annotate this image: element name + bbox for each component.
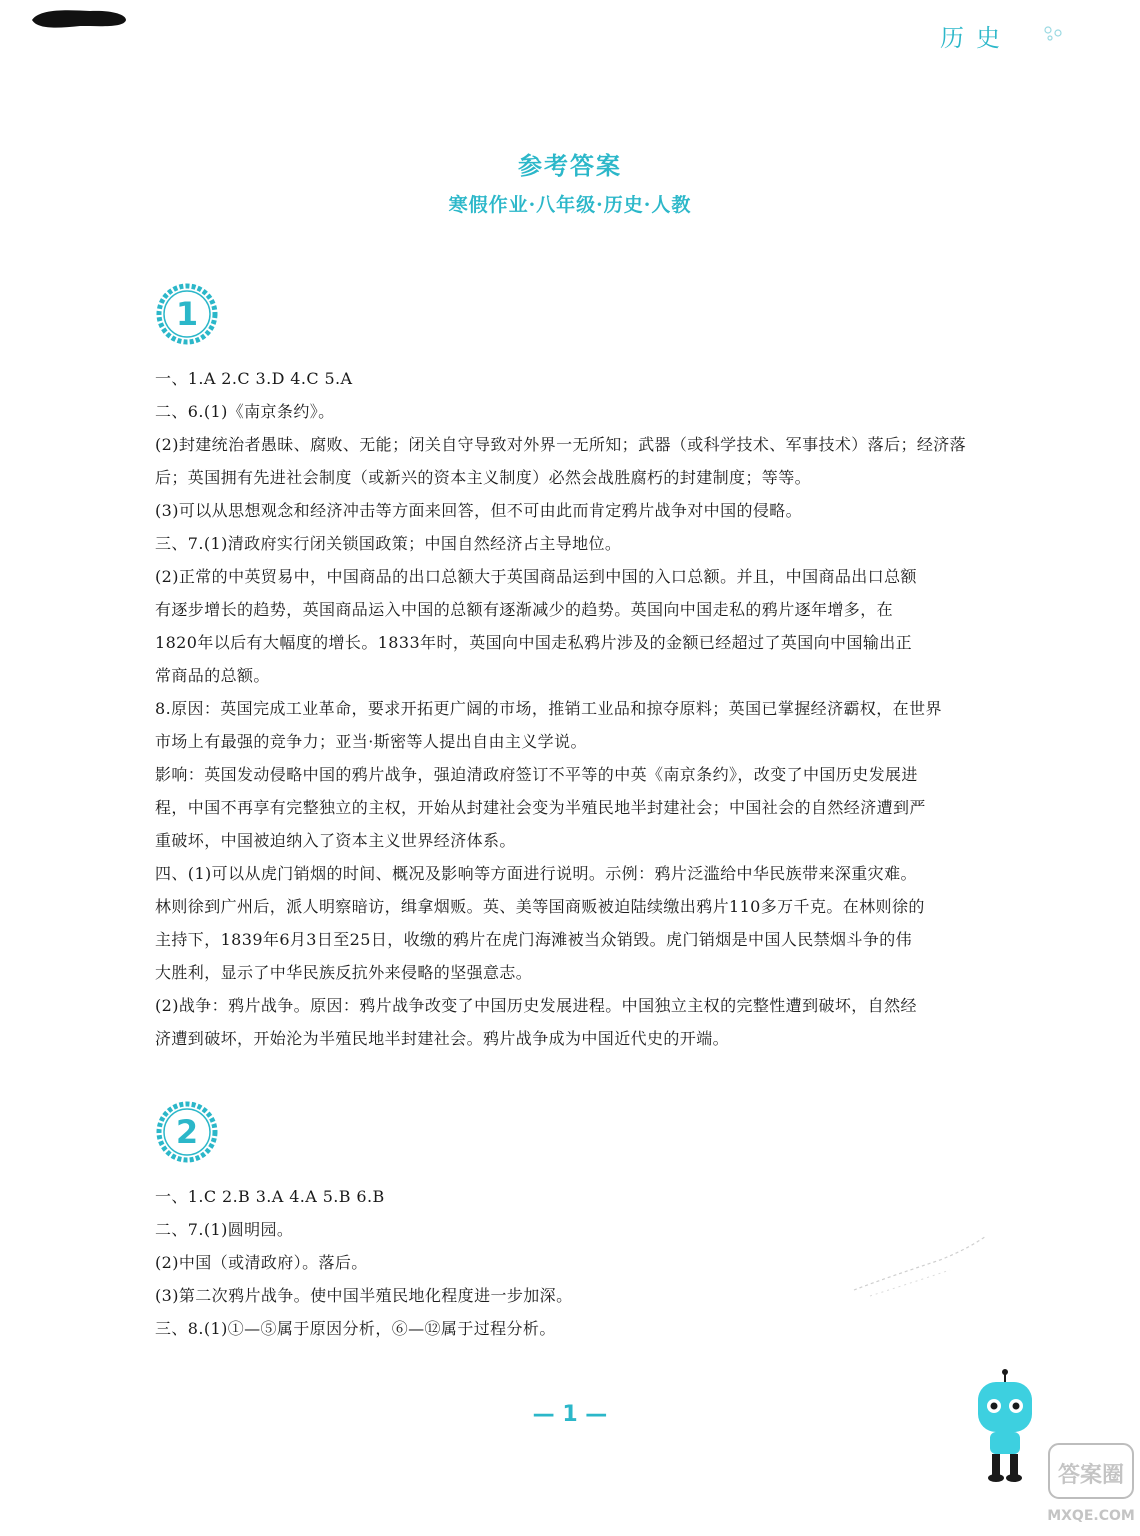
header-subject: 历史	[940, 24, 1012, 52]
answer-line: 重破坏，中国被迫纳入了资本主义世界经济体系。	[155, 831, 516, 850]
answer-line: 8.原因：英国完成工业革命，要求开拓更广阔的市场，推销工业品和掠夺原料；英国已掌握经济霸权，在世界	[155, 699, 942, 718]
page-number: — 1 —	[532, 1402, 608, 1427]
answer-line: (3)第二次鸦片战争。使中国半殖民地化程度进一步加深。	[155, 1286, 573, 1305]
answer-line: 1820年以后有大幅度的增长。1833年时，英国向中国走私鸦片涉及的金额已经超过了英国向中国输出正	[155, 633, 913, 652]
answer-line: 常商品的总额。	[155, 666, 270, 685]
answer-section-1	[155, 282, 1025, 1055]
answer-line: (3)可以从思想观念和经济冲击等方面来回答，但不可由此而肯定鸦片战争对中国的侵略。	[155, 501, 803, 520]
answer-line: 大胜利，显示了中华民族反抗外来侵略的坚强意志。	[155, 963, 533, 982]
section-number: 2	[175, 1113, 199, 1151]
answer-line: 三、7.(1)清政府实行闭关锁国政策；中国自然经济占主导地位。	[155, 534, 622, 553]
faint-scrawl-mark	[850, 1230, 990, 1300]
page-title: 参考答案	[518, 151, 622, 180]
answer-line: (2)封建统治者愚昧、腐败、无能；闭关自守导致对外界一无所知；武器（或科学技术、军事技术）落后；经济落	[155, 435, 967, 454]
answer-section-2	[155, 1100, 1025, 1345]
corner-ink-mark	[30, 6, 128, 30]
answer-line: 四、(1)可以从虎门销烟的时间、概况及影响等方面进行说明。示例：鸦片泛滥给中华民族带来深重灾难。	[155, 864, 917, 883]
answer-line: (2)正常的中英贸易中，中国商品的出口总额大于英国商品运到中国的入口总额。并且，中国商品出口总额	[155, 567, 917, 586]
section-number-badge	[155, 1100, 219, 1164]
answer-line: 一、1.C 2.B 3.A 4.A 5.B 6.B	[155, 1187, 385, 1206]
answer-line: 后；英国拥有先进社会制度（或新兴的资本主义制度）必然会战胜腐朽的封建制度；等等。	[155, 468, 812, 487]
answer-line: 林则徐到广州后，派人明察暗访，缉拿烟贩。英、美等国商贩被迫陆续缴出鸦片110多万千克。在林则徐的	[155, 897, 925, 916]
answer-line: 市场上有最强的竞争力；亚当·斯密等人提出自由主义学说。	[155, 732, 587, 751]
section-number-badge	[155, 282, 219, 346]
section-number: 1	[175, 295, 199, 333]
answer-line: 二、6.(1)《南京条约》。	[155, 402, 335, 421]
answer-line: (2)中国（或清政府）。落后。	[155, 1253, 368, 1272]
answer-line: 有逐步增长的趋势，英国商品运入中国的总额有逐渐减少的趋势。英国向中国走私的鸦片逐年增多，在	[155, 600, 894, 619]
answer-line: 主持下，1839年6月3日至25日，收缴的鸦片在虎门海滩被当众销毁。虎门销烟是中国人民禁烟斗争的伟	[155, 930, 913, 949]
svg-text:MXQE.COM: MXQE.COM	[1047, 1508, 1135, 1524]
answer-lines	[155, 362, 1025, 1055]
answer-line: 一、1.A 2.C 3.D 4.C 5.A	[155, 369, 353, 388]
answer-line: 影响：英国发动侵略中国的鸦片战争，强迫清政府签订不平等的中英《南京条约》，改变了中国历史发展进	[155, 765, 918, 784]
answer-line: 程，中国不再享有完整独立的主权，开始从封建社会变为半殖民地半封建社会；中国社会的自然经济遭到严	[155, 798, 926, 817]
answer-line: 三、8.(1)①—⑤属于原因分析，⑥—⑫属于过程分析。	[155, 1319, 556, 1338]
header-decoration-icon	[1042, 24, 1066, 42]
watermark-logo	[1045, 1440, 1137, 1532]
page-subtitle: 寒假作业·八年级·历史·人教	[448, 194, 692, 216]
answer-line: 济遭到破坏，开始沦为半殖民地半封建社会。鸦片战争成为中国近代史的开端。	[155, 1029, 730, 1048]
svg-text:答案圈: 答案圈	[1057, 1463, 1125, 1488]
answer-line: (2)战争：鸦片战争。原因：鸦片战争改变了中国历史发展进程。中国独立主权的完整性遭到破坏，自然经	[155, 996, 917, 1015]
mascot-robot-icon	[970, 1368, 1040, 1488]
answer-line: 二、7.(1)圆明园。	[155, 1220, 294, 1239]
